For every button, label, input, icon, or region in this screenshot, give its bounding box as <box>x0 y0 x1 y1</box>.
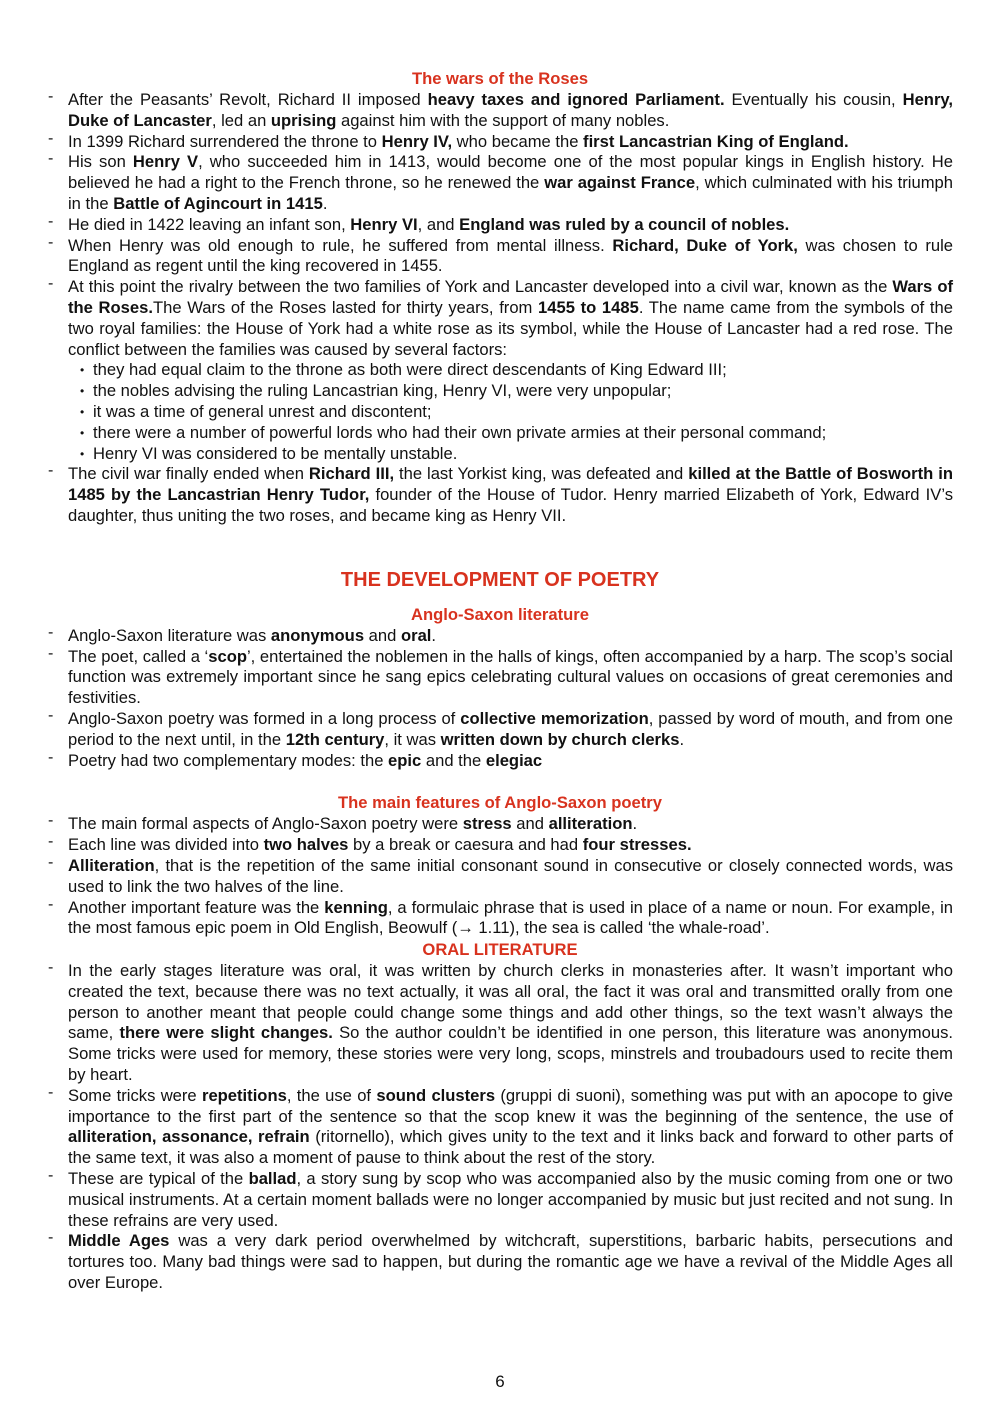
page-number: 6 <box>495 1372 505 1391</box>
list-item: - Alliteration, that is the repetition of the same initial consonant sound in consecutive or closely connected words, was used to link the two halves of the line. <box>47 856 953 898</box>
bold-term: there were slight changes. <box>119 1023 333 1043</box>
bold-term: Richard, Duke of York, <box>612 235 798 255</box>
list-item: - The civil war finally ended when Richard III, the last Yorkist king, was defeated and killed at the Battle of Bosworth in 1485 by the Lancastrian Henry Tudor, founder of the House of Tudor. Henry married Elizabeth of York, Edward IV’s daughter, thus uniting the two roses, and became king as Henry VII. <box>47 464 953 526</box>
bold-term: Middle Ages <box>68 1231 170 1251</box>
bold-term: sound clusters <box>376 1085 496 1105</box>
list-item: - His son Henry V, who succeeded him in 1413, would become one of the most popular kings in English history. He believed he had a right to the French throne, so he renewed the war against France, which culminated with his triumph in the Battle of Agincourt in 1415. <box>47 152 953 214</box>
factor-item: • Henry VI was considered to be mentally unstable. <box>80 444 953 465</box>
bold-term: stress <box>462 814 512 834</box>
list-item: - Middle Ages was a very dark period overwhelmed by witchcraft, superstitions, barbaric habits, persecutions and tortures too. Many bad things were sad to happen, but during the romantic age we have a revival of the Middle Ages all over Europe. <box>47 1231 953 1293</box>
list-item: - The main formal aspects of Anglo-Saxon poetry were stress and alliteration. <box>47 814 953 835</box>
bold-term: Alliteration <box>68 855 155 875</box>
bold-term: 1455 to 1485 <box>538 297 639 317</box>
list-item <box>47 277 953 464</box>
list-item: - In 1399 Richard surrendered the throne to Henry IV, who became the first Lancastrian King of England. <box>47 132 953 153</box>
list-item: - Each line was divided into two halves by a break or caesura and had four stresses. <box>47 835 953 856</box>
page-title-development-of-poetry: THE DEVELOPMENT OF POETRY <box>340 568 660 591</box>
bold-term: killed at the Battle of Bosworth in 1485 by the Lancastrian Henry Tudor, <box>68 464 953 505</box>
oral-literature-list <box>47 961 953 1294</box>
list-item: - These are typical of the ballad, a story sung by scop who was accompanied also by the music coming from one or two musical instruments. At a certain moment ballads were no longer accompanied by music but just recited and not sung. In these refrains are very used. <box>47 1169 953 1231</box>
list-item: - He died in 1422 leaving an infant son, Henry VI, and England was ruled by a council of nobles. <box>47 215 953 236</box>
section-heading-main-features: The main features of Anglo-Saxon poetry <box>338 793 662 813</box>
bold-term: elegiac <box>485 750 543 770</box>
factor-item: • there were a number of powerful lords who had their own private armies at their personal command; <box>80 423 953 444</box>
bold-term: war against France <box>544 173 696 193</box>
list-item: - The poet, called a ‘scop’, entertained the noblemen in the halls of kings, often accompanied by a harp. The scop’s social function was extremely important since he sang epics celebrating cultural values on occasions of great ceremonies and festivities. <box>47 647 953 709</box>
bold-term: Richard III, <box>308 464 395 484</box>
bold-term: scop <box>208 646 247 666</box>
wars-bullet-list <box>47 90 953 527</box>
bold-term: heavy taxes and ignored Parliament. <box>427 90 725 109</box>
features-list <box>47 814 953 939</box>
bold-term: kenning <box>324 897 388 917</box>
document-page <box>47 68 953 1294</box>
section-heading-oral-literature: ORAL LITERATURE <box>422 940 578 960</box>
bold-term: 12th century <box>285 729 385 749</box>
bold-term: uprising <box>270 110 337 130</box>
bold-term: alliteration <box>548 814 633 834</box>
bold-term: oral <box>400 625 432 645</box>
bold-term: collective memorization <box>460 708 649 728</box>
bold-term: four stresses. <box>582 835 692 855</box>
factor-item: • the nobles advising the ruling Lancastrian king, Henry VI, were very unpopular; <box>80 381 953 402</box>
bold-term: Henry, Duke of Lancaster <box>68 90 954 130</box>
bold-term: written down by church clerks <box>440 729 680 749</box>
list-item: - When Henry was old enough to rule, he suffered from mental illness. Richard, Duke of York, was chosen to rule England as regent until the king recovered in 1455. <box>47 236 953 278</box>
bold-term: two halves <box>263 835 349 855</box>
bold-term: Henry VI <box>350 214 418 234</box>
bold-term: repetitions <box>201 1085 287 1105</box>
factor-item: • they had equal claim to the throne as both were direct descendants of King Edward III; <box>80 360 953 381</box>
bold-term: England was ruled by a council of nobles. <box>459 214 790 234</box>
list-item: - Another important feature was the kenning, a formulaic phrase that is used in place of a name or noun. For example, in the most famous epic poem in Old English, Beowulf (→ 1.11), the sea is called ‘the whale-road’. <box>47 898 953 940</box>
list-item-text: At this point the rivalry between the two families of York and Lancaster developed into a civil war, known as the Wars of the Roses.The Wars of the Roses lasted for thirty years, from 1455 to 1485. The name came from the symbols of the two royal families: the House of York had a white rose as its symbol, while the House of Lancaster had a red rose. The conflict between the families was caused by several factors: <box>68 277 954 359</box>
bold-term: anonymous <box>270 625 365 645</box>
anglo-saxon-list <box>47 626 953 772</box>
factor-item: • it was a time of general unrest and discontent; <box>80 402 953 423</box>
bold-term: Henry V <box>132 152 199 172</box>
list-item: - Anglo-Saxon literature was anonymous and oral. <box>47 626 953 647</box>
bold-term: Henry IV, <box>381 131 453 151</box>
factors-list <box>68 360 953 464</box>
bold-term: Wars of the Roses. <box>68 277 953 317</box>
section-heading-anglo-saxon-literature: Anglo-Saxon literature <box>411 604 589 624</box>
list-item: - Some tricks were repetitions, the use of sound clusters (gruppi di suoni), something was put with an apocope to give importance to the first part of the sentence so that the scop knew it was the beginning of the sentence, the use of alliteration, assonance, refrain (ritornello), which gives unity to the text and it links back and forward to other parts of the same text, it was also a moment of pause to think about the rest of the story. <box>47 1086 953 1169</box>
bold-term: ballad <box>248 1169 297 1189</box>
list-item: - Poetry had two complementary modes: the epic and the elegiac <box>47 751 953 772</box>
section-heading-wars-of-roses: The wars of the Roses <box>411 69 589 88</box>
bold-term: alliteration, assonance, refrain <box>68 1127 310 1147</box>
bold-term: Battle of Agincourt in 1415 <box>113 193 323 213</box>
list-item: - After the Peasants’ Revolt, Richard II imposed heavy taxes and ignored Parliament. Eventually his cousin, Henry, Duke of Lancaster, led an uprising against him with the support of many nobles. <box>47 90 953 132</box>
bold-term: first Lancastrian King of England. <box>583 131 849 151</box>
list-item: - Anglo-Saxon poetry was formed in a long process of collective memorization, passed by word of mouth, and from one period to the next until, in the 12th century, it was written down by church clerks. <box>47 709 953 751</box>
list-item: - In the early stages literature was oral, it was written by church clerks in monasteries after. It wasn’t important who created the text, because there was no text actually, it was all oral, the fact it was oral and transmitted orally from one person to another meant that people could change some things and add other things, so the text wasn’t always the same, there were slight changes. So the author couldn’t be identified in one person, this literature was anonymous. Some tricks were used for memory, these stories were very long, scops, minstrels and troubadours used to recite them by heart. <box>47 961 953 1086</box>
bold-term: epic <box>388 750 422 770</box>
